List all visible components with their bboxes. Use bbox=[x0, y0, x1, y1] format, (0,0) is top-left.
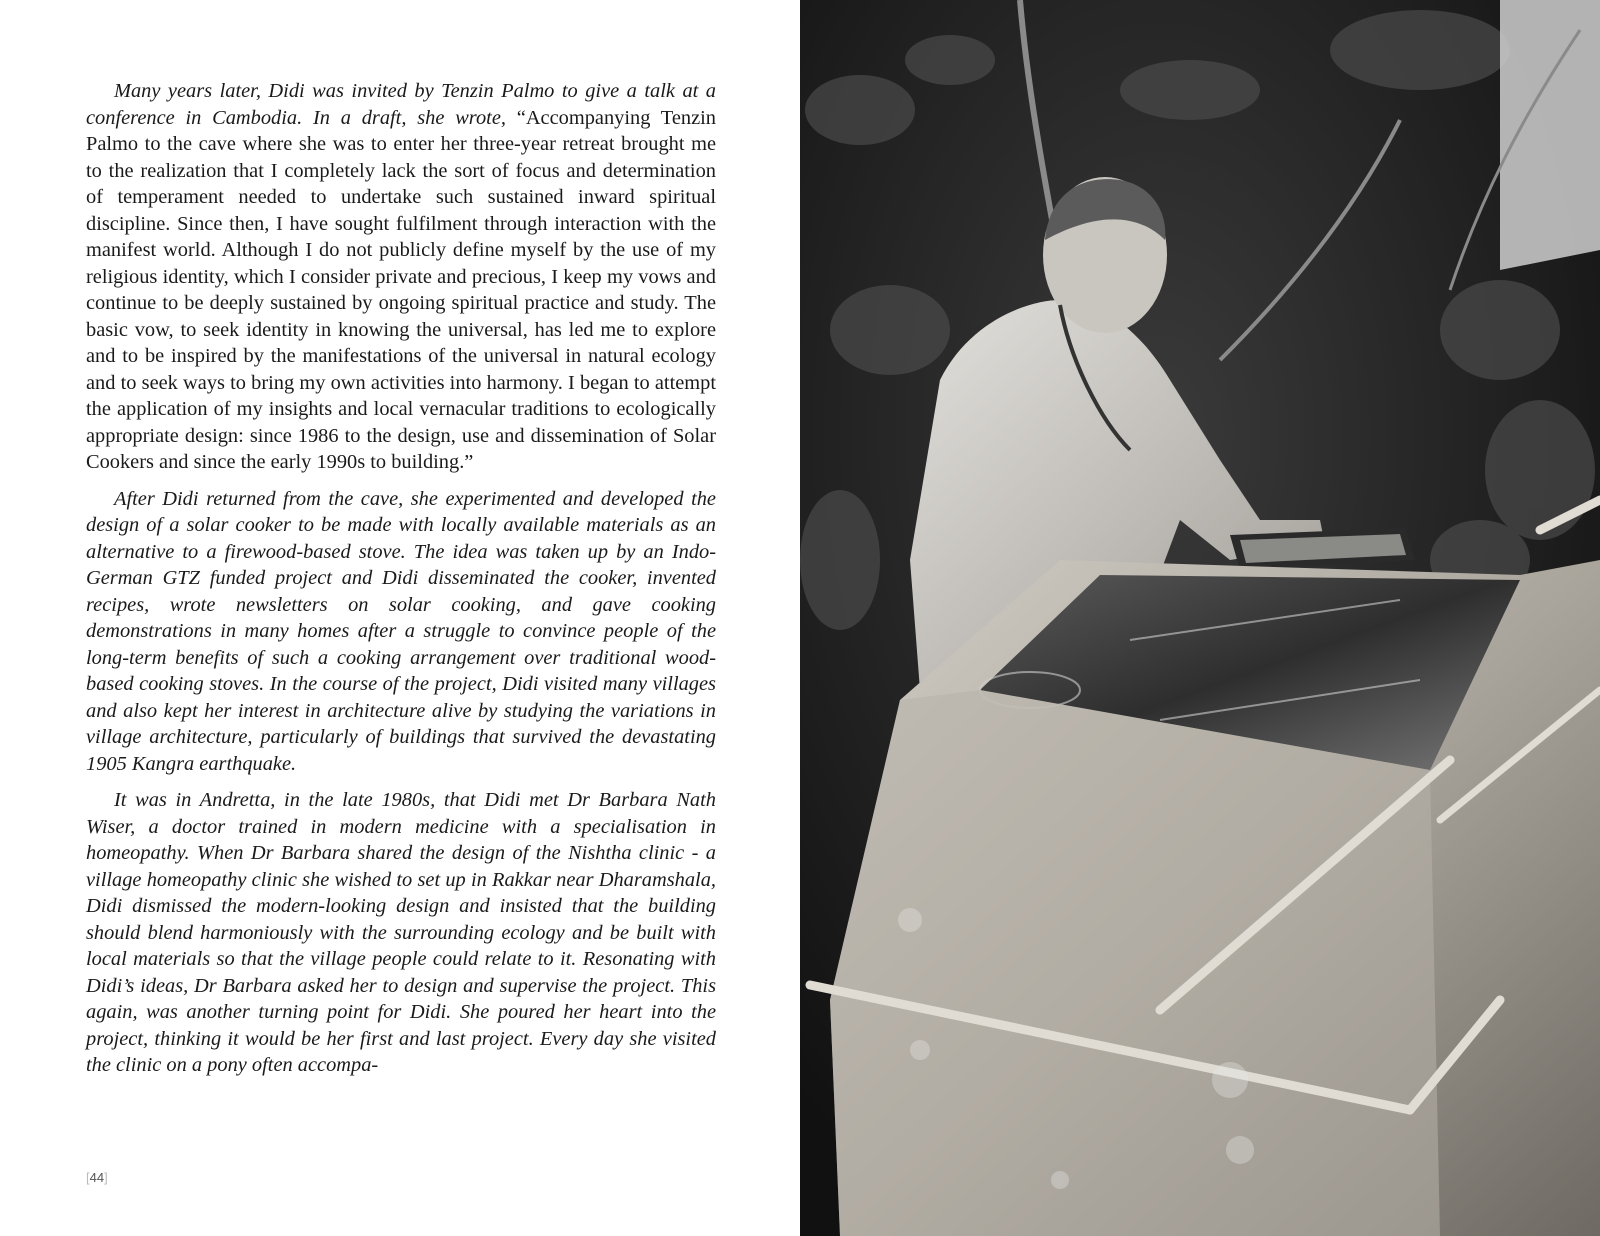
photo-icon bbox=[800, 0, 1600, 1236]
paragraph-3: It was in Andretta, in the late 1980s, that Didi met Dr Barbara Nath Wiser, a doctor trained in modern medicine with a specialisation in homeopathy. When Dr Barbara shared the design of the Nishtha clinic - a village homeopathy clinic she wished to set up in Rakkar near Dharamshala, Didi dismissed the modern-looking design and insisted that the building should blend harmoniously with the surrounding ecology and be built with local materials so that the village people could relate to it. Resonating with Didi’s ideas, Dr Barbara asked her to design and supervise the project. This again, was another turning point for Didi. She poured her heart into the project, thinking it would be her first and last project. Every day she visited the clinic on a pony often accompa- bbox=[86, 789, 716, 1076]
page-number: [44] bbox=[86, 1170, 108, 1185]
solar-cooker bbox=[830, 560, 1600, 1236]
paragraph-1-quote: “Accompanying Tenzin Palmo to the cave where she was to enter her three-year retreat brought me to the realization that I completely lack the sort of focus and determination of temperament needed to undertake such sustained inward spiritual discipline. Since then, I have sought fulfilment through interaction with the manifest world. Although I do not publicly define myself by the use of my religious identity, which I consider private and precious, I keep my vows and continue to be deeply sustained by ongoing spiritual practice and study. The basic vow, to seek identity in knowing the universal, has led me to explore and to be inspired by the manifestations of the universal in natural ecology and to seek ways to bring my own activities into harmony. I began to attempt the application of my insights and local vernacular traditions to ecologically appropriate design: since 1986 to the design, use and dissemination of Solar Cookers and since the early 1990s to building.” bbox=[86, 106, 716, 473]
paragraph-2: After Didi returned from the cave, she experimented and developed the design of a solar cooker to be made with locally available materials as an alternative to a firewood-based stove. The idea was taken up by an Indo-German GTZ funded project and Didi disseminated the cooker, invented recipes, wrote newsletters on solar cooking, and gave cooking demonstrations in many homes after a struggle to convince people of the long-term benefits of such a cooking arrangement over traditional wood-based cooking stoves. In the course of the project, Didi visited many villages and also kept her interest in architecture alive by studying the variations in village architecture, particularly of buildings that survived the devastating 1905 Kangra earthquake. bbox=[86, 487, 716, 775]
page-number-value: 44 bbox=[89, 1170, 105, 1185]
photo-page bbox=[800, 0, 1600, 1236]
paragraph-1-italic: Many years later, Didi was invited by Tenzin Palmo to give a talk at a conference in Cambodia. In a draft, she wrote, bbox=[86, 80, 716, 129]
body-text bbox=[86, 78, 716, 1079]
paragraph-1 bbox=[86, 78, 716, 476]
